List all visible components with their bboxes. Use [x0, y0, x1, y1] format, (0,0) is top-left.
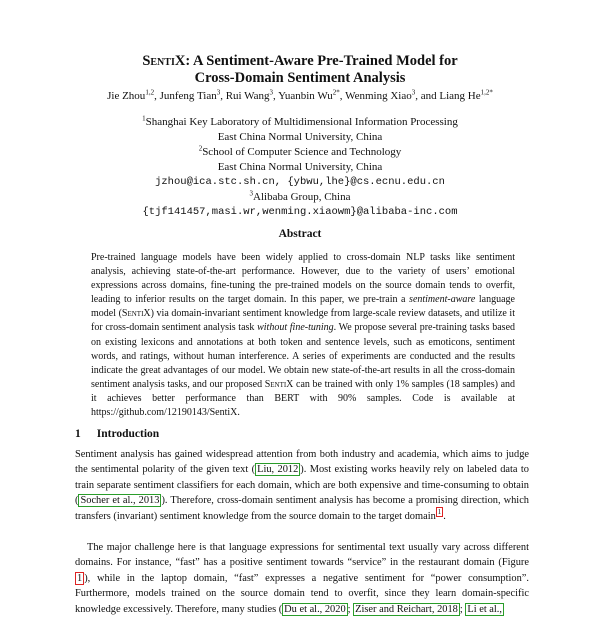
email-line-1: jzhou@ica.stc.sh.cn, {ybwu,lhe}@cs.ecnu.edu.cn: [155, 176, 445, 188]
affiliation-1: $^1$Shanghai Key Laboratory of Multidimensional Information Processing: [142, 114, 458, 128]
abstract-heading: Abstract: [278, 228, 322, 240]
section-number: 1: [75, 428, 81, 440]
email-line-2: {tjf141457,masi.wr,wenming.xiaowm}@alibaba-inc.com: [142, 206, 458, 218]
author: Wenming Xiao$^3$: [345, 88, 416, 102]
section-heading-introduction: [75, 428, 159, 440]
citation-link[interactable]: Du et al., 2020: [284, 603, 346, 615]
paper-title-line-1: SentiX: A Sentiment-Aware Pre-Trained Model for: [142, 53, 458, 69]
author-list: Jie Zhou$^{1,2}$, Junfeng Tian$^3$, Rui Wang$^3$, Yuanbin $Wu^{2*}$, Wenming Xiao$^3$, and Liang $He^{1,2*}$: [107, 88, 493, 102]
affiliation-2: $^2$School of Computer Science and Technology: [198, 144, 402, 158]
author: Jie Zhou$^{1,2}$: [107, 88, 155, 102]
paper-title-line-2: Cross-Domain Sentiment Analysis: [194, 70, 406, 86]
abstract-text: Pre-trained language models have been widely applied to cross-domain NLP tasks like sentiment analysis, achieving state-of-the-art performance. However, due to the variety of users’ emotional expressions across domains, fine-tuning the pre-trained models on the source domain tends to overfit, leading to inferior results on the target domain. In this paper, we pre-train a sentiment-aware language model (SentiX) via domain-invariant sentiment knowledge from large-scale review datasets, and utilize it for cross-domain sentiment analysis task without fine-tuning. We propose several pre-training tasks based on existing lexicons and annotations at both token and sentence levels, such as emoticons, sentiment words, and ratings, without human interference. A series of experiments are conducted and the results indicate the great advantages of our model. We obtain new state-of-the-art results in all the cross-domain sentiment analysis tasks, and our proposed SentiX can be trained with only 1% samples (18 samples) and it achieves better performance than BERT with 90% samples. Code is available at https://github.com/12190143/SentiX.: [91, 252, 516, 419]
citation-link[interactable]: Liu, 2012: [257, 464, 299, 476]
author: Yuanbin $Wu^{2*}$: [278, 88, 340, 102]
affiliation-3: $^3$Alibaba Group, China: [249, 189, 351, 203]
figure-link[interactable]: 1: [77, 572, 83, 584]
affiliation-2-country: East China Normal University, China: [217, 161, 383, 173]
intro-paragraph-2: The major challenge here is that language expressions for sentimental text usually vary across different domains. For instance, “fast” has a positive sentiment towards “service” in the restaurant domain (Figure 1 ), while in the laptop domain, “fast” expresses a negative sentiment for “power consumption”. Furthermore, models trained on the source domain tend to overfit, since they learn domain-specific knowledge excessively. Therefore, many studies ( Du et al., 2020 ; Ziser and Reichart, 2018 ; Li et al.,: [75, 542, 529, 615]
author: Rui Wang$^3$: [225, 88, 274, 102]
section-title: Introduction: [96, 428, 160, 440]
model-name: SentiX: [142, 53, 186, 69]
affiliation-1-country: East China Normal University, China: [217, 131, 383, 143]
footnote-link[interactable]: 1: [437, 508, 442, 517]
intro-paragraph-1: Sentiment analysis has gained widespread attention from both industry and academia, which aims to judge the sentimental polarity of the given text ( Liu, 2012 ). Most existing works heavily rely on labeled data to train separate sentiment classifiers for each domain, which are both expensive and time-consuming to obtain ( Socher et al., 2013 ). Therefore, cross-domain sentiment analysis has become a promising direction, which transfers (invariant) sentiment knowledge from the source domain to the target domain $^1$ .: [75, 449, 530, 522]
author: Junfeng Tian$^3$: [159, 88, 221, 102]
citation-link[interactable]: Ziser and Reichart, 2018: [355, 603, 458, 615]
author: Liang $He^{1,2*}$: [439, 88, 493, 102]
citation-link[interactable]: Li et al.,: [467, 603, 502, 615]
citation-link[interactable]: Socher et al., 2013: [80, 495, 160, 507]
